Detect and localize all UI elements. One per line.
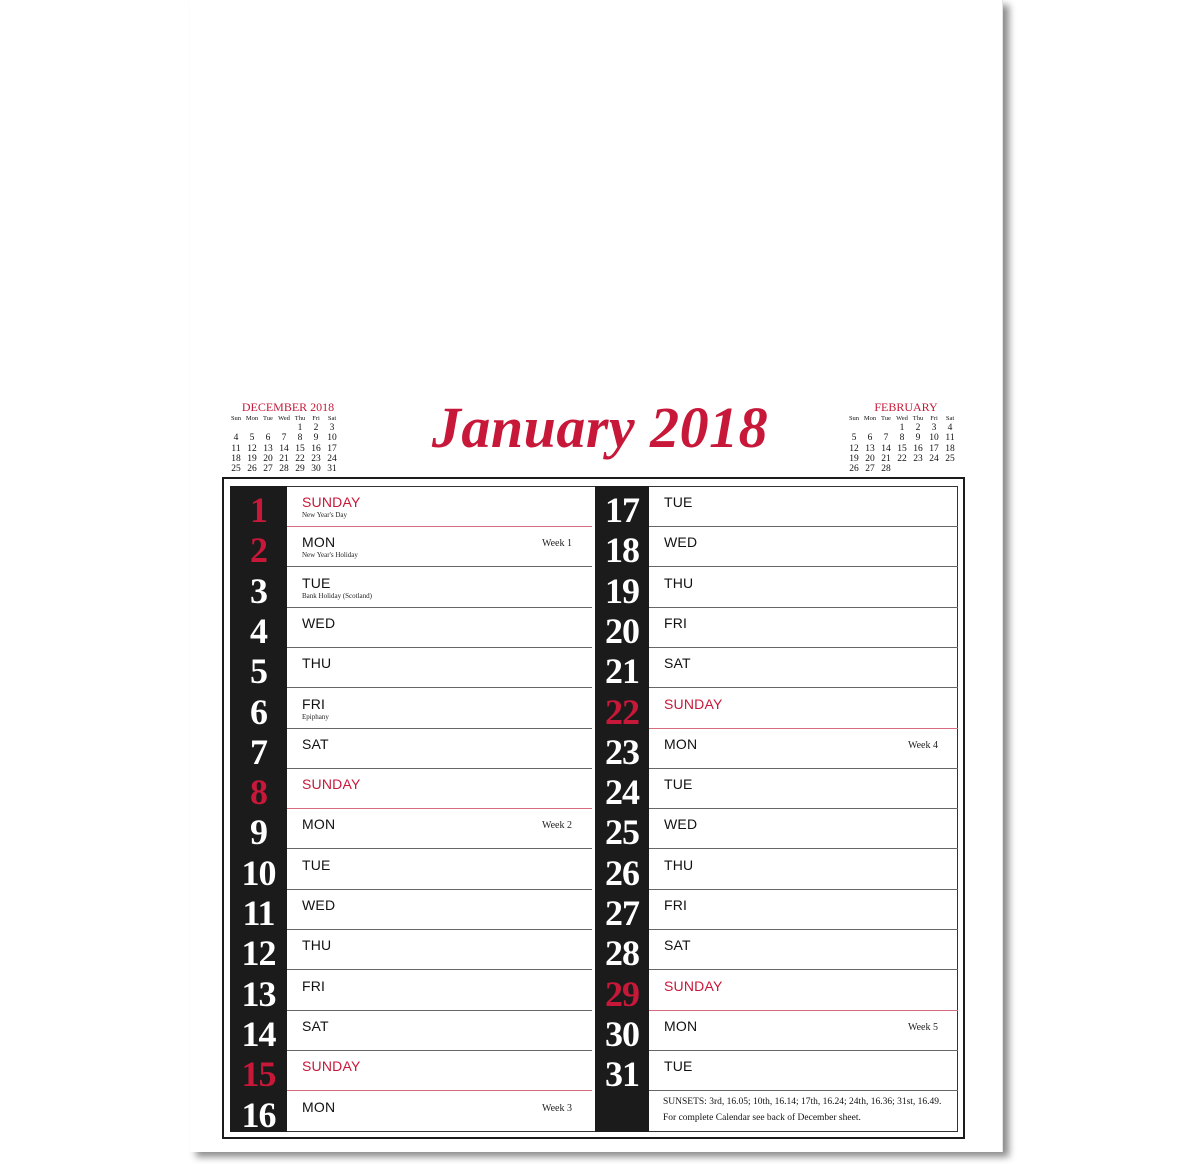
date-number: 5 <box>250 651 267 692</box>
mini-day: 19 <box>247 453 257 464</box>
weekday-name: SUNDAY <box>302 494 361 510</box>
day-writing-space <box>649 688 958 729</box>
day-row <box>230 1050 592 1095</box>
weekday-name: SAT <box>302 735 329 752</box>
mini-day <box>846 423 862 433</box>
date-number: 18 <box>605 530 639 571</box>
mini-day: 20 <box>263 453 273 464</box>
weekday-header: Tue <box>263 415 273 422</box>
day-row <box>230 1010 592 1054</box>
week-row <box>846 464 958 474</box>
day-row <box>230 486 592 530</box>
date-number: 25 <box>605 812 639 853</box>
mini-day: 1 <box>297 423 303 433</box>
weekday-name: WED <box>302 897 336 913</box>
mini-day: 3 <box>931 423 937 433</box>
day-row <box>595 647 958 692</box>
mini-day: 6 <box>867 433 873 444</box>
weekday-name: FRI <box>302 695 326 712</box>
weekday-name: SUNDAY <box>664 977 723 994</box>
date-number: 19 <box>605 570 639 611</box>
mini-day: 5 <box>249 433 255 444</box>
mini-day: 23 <box>311 453 321 464</box>
mini-day: 12 <box>849 443 859 454</box>
day-row <box>230 688 592 732</box>
day-writing-space <box>649 889 958 930</box>
weekday-name: MON <box>664 735 698 752</box>
day-row <box>230 768 592 813</box>
weekday-header: Mon <box>863 415 877 422</box>
mini-day: 21 <box>881 453 891 464</box>
weekday-name: THU <box>302 655 332 672</box>
weekday-name: FRI <box>302 977 326 994</box>
mini-day: 22 <box>897 453 907 464</box>
day-writing-space <box>649 567 958 608</box>
date-number: 13 <box>241 973 276 1014</box>
day-writing-space <box>649 929 958 970</box>
mini-day: 8 <box>297 433 303 444</box>
mini-day: 31 <box>327 464 337 475</box>
day-row <box>595 567 958 611</box>
day-writing-space <box>287 688 592 729</box>
mini-day: 7 <box>281 433 287 444</box>
mini-day: 19 <box>849 453 859 464</box>
day-row <box>595 486 958 530</box>
weekday-name: MON <box>302 1098 336 1115</box>
day-row <box>595 728 958 772</box>
date-number: 8 <box>250 772 267 813</box>
mini-day: 24 <box>327 453 337 464</box>
weekday-name: SAT <box>664 655 691 672</box>
weekday-header: Tue <box>881 415 891 422</box>
date-number: 20 <box>605 610 639 651</box>
weekday-header: Fri <box>312 415 320 422</box>
weekday-name: SUNDAY <box>664 695 723 712</box>
mini-day: 8 <box>899 433 905 444</box>
weekday-name: TUE <box>664 776 693 793</box>
day-writing-space <box>287 1091 592 1131</box>
weekday-name: THU <box>302 937 332 954</box>
day-row <box>230 567 592 611</box>
mini-day: 27 <box>865 464 875 475</box>
weekday-name: SUNDAY <box>302 1058 361 1075</box>
day-writing-space <box>287 929 592 970</box>
mini-day: 9 <box>915 433 921 444</box>
weekday-name: MON <box>302 534 336 551</box>
mini-day <box>862 423 878 433</box>
mini-day: 4 <box>233 433 239 444</box>
date-number: 30 <box>605 1013 639 1054</box>
day-row <box>595 768 958 813</box>
day-writing-space <box>649 1050 958 1091</box>
day-row <box>230 929 592 974</box>
date-number: 31 <box>605 1054 639 1095</box>
mini-day: 16 <box>913 443 923 454</box>
weekday-name: SAT <box>302 1017 329 1034</box>
mini-day: 13 <box>865 443 875 454</box>
day-row <box>230 647 592 692</box>
mini-day: 11 <box>945 433 955 444</box>
date-number: 26 <box>605 852 639 893</box>
date-number: 15 <box>241 1054 276 1095</box>
weekday-header: Sun <box>848 415 860 422</box>
weekday-header: Fri <box>930 415 938 422</box>
date-number: 6 <box>250 691 267 732</box>
mini-day: 13 <box>263 443 273 454</box>
mini-calendar-next <box>846 400 958 474</box>
week-number: Week 2 <box>541 820 572 832</box>
week-number: Week 3 <box>541 1102 572 1114</box>
calendar-note: For complete Calendar see back of December sheet. <box>663 1113 861 1123</box>
holiday-note: Bank Holiday (Scotland) <box>302 591 372 600</box>
weekday-header: Wed <box>278 415 290 422</box>
mini-day: 15 <box>897 443 907 454</box>
day-writing-space <box>649 526 958 567</box>
weekday-name: WED <box>302 614 336 631</box>
mini-day: 17 <box>327 443 337 454</box>
weekday-name: FRI <box>664 614 688 631</box>
mini-day: 2 <box>313 423 319 433</box>
mini-day: 18 <box>231 453 241 464</box>
day-row <box>595 849 958 893</box>
day-writing-space <box>649 728 958 769</box>
day-row <box>230 526 592 571</box>
mini-day: 14 <box>881 443 891 454</box>
mini-day: 18 <box>945 443 955 454</box>
day-row <box>230 728 592 772</box>
day-writing-space <box>287 808 592 849</box>
date-number: 10 <box>241 852 276 893</box>
weekday-name: FRI <box>664 897 688 913</box>
mini-day <box>942 464 958 474</box>
day-writing-space <box>649 970 958 1011</box>
day-writing-space <box>287 728 592 769</box>
mini-day: 29 <box>295 464 305 475</box>
weekday-header: Wed <box>896 415 908 422</box>
day-row <box>595 970 958 1014</box>
mini-day: 4 <box>947 423 953 433</box>
mini-day: 22 <box>295 453 305 464</box>
weekday-name: SUNDAY <box>302 776 361 793</box>
day-writing-space <box>287 849 592 890</box>
date-number: 28 <box>605 933 639 974</box>
day-writing-space <box>287 526 592 567</box>
day-writing-space <box>649 607 958 648</box>
date-number: 7 <box>250 731 267 772</box>
mini-day: 1 <box>899 423 905 433</box>
mini-day <box>926 464 942 474</box>
day-row <box>230 808 592 853</box>
mini-day: 23 <box>913 453 923 464</box>
date-number: 14 <box>241 1013 276 1054</box>
weekday-name: THU <box>664 574 694 591</box>
mini-day: 20 <box>865 453 875 464</box>
day-writing-space <box>287 486 592 527</box>
holiday-note: Epiphany <box>302 712 329 721</box>
mini-day: 11 <box>231 443 241 454</box>
date-number: 21 <box>605 651 639 692</box>
weekday-header: Mon <box>245 415 259 422</box>
holiday-note: New Year's Day <box>302 511 348 519</box>
day-writing-space <box>287 889 592 930</box>
day-writing-space <box>287 567 592 608</box>
day-writing-space <box>649 647 958 688</box>
mini-calendar-grid <box>846 414 958 474</box>
weekday-header: Thu <box>294 415 306 422</box>
mini-day: 5 <box>851 433 857 444</box>
weekday-name: TUE <box>664 494 693 510</box>
mini-day: 26 <box>849 464 859 475</box>
mini-day <box>894 464 910 474</box>
date-number: 16 <box>241 1094 276 1135</box>
date-number: 17 <box>605 490 639 530</box>
week-number: Week 1 <box>541 538 572 550</box>
date-number: 9 <box>250 812 267 853</box>
date-number: 4 <box>250 610 267 651</box>
week-row <box>846 444 958 454</box>
mini-day: 6 <box>265 433 271 444</box>
date-number: 23 <box>605 731 639 772</box>
weekday-name: SAT <box>664 937 691 954</box>
date-number: 11 <box>242 893 275 933</box>
mini-day: 24 <box>929 453 939 464</box>
day-writing-space <box>649 1010 958 1051</box>
mini-day: 2 <box>915 423 921 433</box>
week-row <box>846 423 958 433</box>
mini-day: 12 <box>247 443 257 454</box>
day-row <box>230 849 592 893</box>
month-title: January 2018 <box>431 395 769 460</box>
day-row <box>595 607 958 651</box>
weekday-header: Sat <box>945 415 955 422</box>
date-number: 1 <box>250 490 267 530</box>
mini-day: 14 <box>279 443 289 454</box>
week-row <box>846 454 958 464</box>
date-number: 27 <box>605 893 639 933</box>
mini-day: 15 <box>295 443 305 454</box>
mini-day: 3 <box>329 423 335 433</box>
day-row <box>595 1010 958 1054</box>
weekday-name: WED <box>664 534 698 551</box>
mini-calendar-title: FEBRUARY <box>874 400 938 414</box>
weekday-name: TUE <box>302 574 331 591</box>
day-row <box>230 889 592 933</box>
mini-day: 16 <box>311 443 321 454</box>
weekday-name: MON <box>302 816 336 833</box>
day-writing-space <box>287 1050 592 1091</box>
day-writing-space <box>649 768 958 809</box>
mini-day: 21 <box>279 453 289 464</box>
weekday-header: Sun <box>230 415 242 422</box>
date-number: 22 <box>605 691 639 732</box>
day-row <box>595 808 958 853</box>
day-writing-space <box>287 970 592 1011</box>
day-row <box>230 607 592 651</box>
mini-day: 28 <box>881 464 891 475</box>
weekday-name: THU <box>664 856 694 873</box>
mini-day: 28 <box>279 464 289 475</box>
weekday-header: Thu <box>912 415 924 422</box>
day-row <box>595 688 958 732</box>
date-number: 3 <box>250 570 267 611</box>
weekday-name: TUE <box>302 856 331 873</box>
mini-day: 26 <box>247 464 257 475</box>
day-writing-space <box>649 808 958 849</box>
weekday-name: MON <box>664 1017 698 1034</box>
sunsets-text: SUNSETS: 3rd, 16.05; 10th, 16.14; 17th, 16.24; 24th, 16.36; 31st, 16.49. <box>663 1097 942 1107</box>
holiday-note: New Year's Holiday <box>302 551 358 560</box>
day-writing-space <box>649 486 958 527</box>
day-row <box>595 1050 958 1095</box>
day-column-right <box>595 486 958 1132</box>
week-number: Week 5 <box>907 1021 938 1033</box>
mini-day: 10 <box>327 433 337 444</box>
day-writing-space <box>287 768 592 809</box>
day-row <box>595 526 958 571</box>
weekday-name: WED <box>664 816 698 833</box>
mini-calendar-title: DECEMBER 2018 <box>241 400 335 414</box>
day-writing-space <box>287 1010 592 1051</box>
mini-day: 7 <box>883 433 889 444</box>
mini-day: 27 <box>263 464 273 475</box>
week-row <box>846 433 958 443</box>
mini-day <box>878 423 894 433</box>
mini-day: 9 <box>313 433 319 444</box>
day-row <box>230 970 592 1014</box>
sunsets-footer <box>663 1094 941 1126</box>
mini-day: 25 <box>231 464 241 475</box>
week-number: Week 4 <box>907 739 938 751</box>
date-number: 29 <box>605 973 639 1014</box>
mini-day: 30 <box>311 464 321 475</box>
mini-day: 25 <box>945 453 955 464</box>
day-column-left <box>230 486 592 1135</box>
day-writing-space <box>649 849 958 890</box>
day-writing-space <box>287 607 592 648</box>
date-number: 12 <box>241 933 276 974</box>
day-row <box>595 889 958 933</box>
weekday-header: Sat <box>327 415 337 422</box>
mini-day: 17 <box>929 443 939 454</box>
day-writing-space <box>287 647 592 688</box>
weekday-name: TUE <box>664 1058 693 1075</box>
date-number: 2 <box>250 530 267 571</box>
day-row <box>230 1091 592 1135</box>
mini-day: 10 <box>929 433 939 444</box>
date-number: 24 <box>605 772 639 813</box>
day-row <box>595 929 958 974</box>
mini-day <box>910 464 926 474</box>
